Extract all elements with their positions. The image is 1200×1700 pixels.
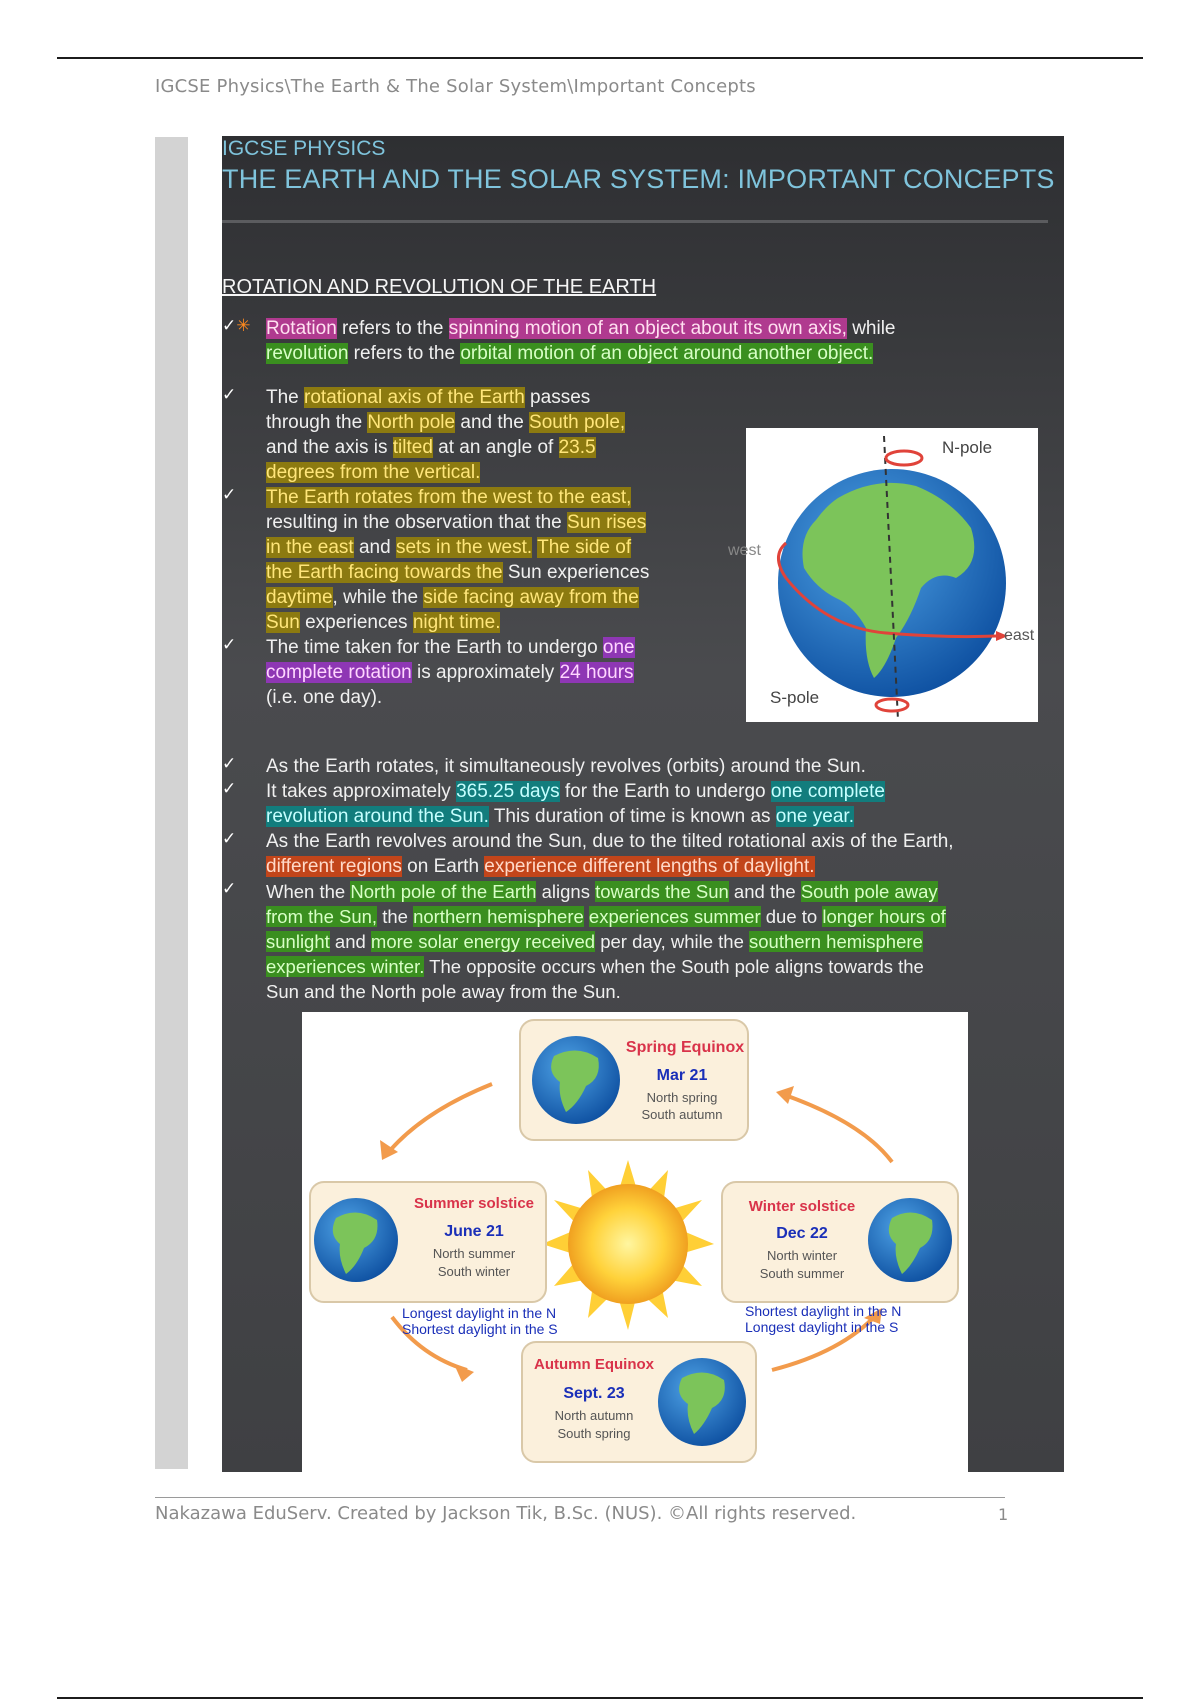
text: the (377, 906, 414, 927)
seasons-figure (302, 1012, 968, 1474)
seasons-diagram (302, 1012, 968, 1474)
highlight-text: sets in the west. (395, 537, 533, 558)
text: per day, while the (595, 931, 750, 952)
footer-rule (155, 1497, 1005, 1498)
text: It takes approximately (266, 781, 457, 802)
bullet-axis (266, 385, 686, 485)
arrow-head-icon (454, 1364, 474, 1382)
arrow-head-icon (776, 1086, 794, 1104)
winter-note-1: Shortest daylight in the N (745, 1303, 902, 1319)
highlight-text: one (602, 637, 635, 658)
highlight-text: more solar energy received (370, 931, 596, 952)
earth-rotation-figure (728, 428, 1038, 722)
summer-note-2: Shortest daylight in the S (402, 1321, 558, 1337)
highlight-text: Sun rises (567, 512, 647, 533)
spring-date: Mar 21 (656, 1067, 708, 1084)
winter-title: Winter solstice (748, 1198, 856, 1215)
highlight-text: orbital motion of an object around another object. (460, 343, 874, 364)
bullet-west-east (266, 485, 706, 635)
document-title: THE EARTH AND THE SOLAR SYSTEM: IMPORTANT CONCEPTS (222, 164, 1055, 194)
text: at an angle of (432, 437, 559, 458)
highlight-text: revolution around the Sun. (266, 806, 489, 827)
bullet-simultaneous (266, 754, 1056, 779)
highlight-text: experience different lengths of daylight. (484, 856, 815, 877)
west-label: west (728, 542, 761, 559)
text: As the Earth rotates, it simultaneously revolves (orbits) around the Sun. (266, 756, 866, 777)
winter-date: Dec 22 (776, 1225, 828, 1242)
s-pole-label: S-pole (770, 688, 820, 707)
checkmark-icon: ✓ (222, 779, 237, 799)
highlight-text: longer hours of (822, 906, 946, 927)
spring-north: North spring (646, 1090, 718, 1105)
highlight-text: North pole of the Earth (350, 881, 537, 902)
highlight-text: one complete (770, 781, 885, 802)
top-rule (57, 57, 1143, 59)
text: , while the (332, 587, 424, 608)
text: As the Earth revolves around the Sun, due to the tilted rotational axis of the Earth, (266, 831, 954, 852)
highlight-text: rotational axis of the Earth (304, 387, 525, 408)
highlight-text: spinning motion of an object about its own axis, (448, 318, 847, 339)
highlight-text: different regions (266, 856, 402, 877)
text: (i.e. one day). (266, 687, 383, 708)
south-spin-icon (876, 699, 908, 711)
highlight-text: southern hemisphere (749, 931, 923, 952)
highlight-text: North pole (367, 412, 456, 433)
autumn-south: South spring (557, 1426, 631, 1441)
winter-south: South summer (759, 1266, 845, 1281)
text: for the Earth to undergo (559, 781, 771, 802)
highlight-text: in the east (266, 537, 354, 558)
highlight-text: away (889, 881, 938, 902)
text: while (846, 318, 896, 339)
checkmark-icon: ✓ (222, 754, 237, 774)
earth-globe-illustration (728, 428, 1038, 722)
orbit-arrow-icon (387, 1084, 492, 1154)
highlight-text: experiences summer (588, 906, 761, 927)
highlight-text: 365.25 days (456, 781, 560, 802)
text: experiences (299, 612, 413, 633)
highlight-text: 24 hours (559, 662, 634, 683)
bullet-year (266, 779, 1056, 829)
text: and (329, 931, 371, 952)
checkmark-icon: ✓ (222, 635, 237, 655)
highlight-text: towards the Sun (595, 881, 729, 902)
highlight-text: experiences winter. (266, 956, 425, 977)
text: Sun and the North pole away from the Sun. (266, 981, 621, 1002)
text: on Earth (401, 856, 485, 877)
highlight-text: The side of (537, 537, 632, 558)
highlight-text: side facing away from the (423, 587, 639, 608)
highlight-text: Sun (266, 612, 300, 633)
n-pole-label: N-pole (942, 438, 993, 457)
text: through the (266, 412, 368, 433)
highlight-text: sunlight (266, 931, 330, 952)
margin-strip (155, 137, 188, 1469)
page-number: 1 (998, 1505, 1009, 1524)
summer-north: North summer (432, 1246, 516, 1261)
text: resulting in the observation that the (266, 512, 568, 533)
text: aligns (536, 881, 596, 902)
bullet-rotation-definition (266, 316, 1026, 366)
highlight-text: tilted (392, 437, 433, 458)
highlight-text: degrees from the vertical. (266, 462, 481, 483)
highlight-text: northern hemisphere (413, 906, 584, 927)
summer-date: June 21 (444, 1223, 504, 1240)
orbit-arrow-icon (782, 1094, 892, 1162)
summer-south: South winter (437, 1264, 511, 1279)
text: The (266, 387, 305, 408)
bullet-seasons (266, 879, 1056, 1004)
bullet-daylight (266, 829, 1056, 879)
text: The opposite occurs when the South pole aligns towards the (424, 956, 924, 977)
text: and the (728, 881, 801, 902)
bottom-rule (57, 1697, 1143, 1699)
autumn-title: Autumn Equinox (534, 1356, 654, 1373)
highlight-text: revolution (266, 343, 349, 364)
text: is approximately (411, 662, 560, 683)
highlight-text: one year. (775, 806, 854, 827)
autumn-north: North autumn (554, 1408, 634, 1423)
spring-title: Spring Equinox (625, 1039, 745, 1056)
text: passes (524, 387, 591, 408)
highlight-text: daytime (266, 587, 333, 608)
highlight-text: the Earth facing towards the (266, 562, 503, 583)
checkmark-icon: ✓ (222, 385, 237, 405)
checkmark-icon: ✓ (222, 879, 237, 899)
star-icon: ✳ (236, 316, 251, 336)
text: refers to the (348, 343, 461, 364)
autumn-date: Sept. 23 (563, 1385, 625, 1402)
bullet-rotation-time (266, 635, 706, 710)
highlight-text: South pole (800, 881, 890, 902)
checkmark-icon: ✓ (222, 485, 237, 505)
text: and the (455, 412, 530, 433)
summer-title: Summer solstice (413, 1195, 535, 1212)
sun-icon (542, 1160, 714, 1330)
title-divider (222, 220, 1048, 223)
checkmark-icon: ✓ (222, 829, 237, 849)
summer-note-1: Longest daylight in the N (402, 1305, 557, 1321)
breadcrumb: IGCSE Physics\The Earth & The Solar System\Important Concepts (155, 76, 756, 97)
highlight-text: 23.5 (558, 437, 596, 458)
text: refers to the (336, 318, 449, 339)
text: Sun experiences (502, 562, 650, 583)
text: and (353, 537, 396, 558)
spring-south: South autumn (641, 1107, 723, 1122)
winter-north: North winter (766, 1248, 838, 1263)
highlight-text: complete rotation (266, 662, 412, 683)
footer-credit: Nakazawa EduServ. Created by Jackson Tik, B.Sc. (NUS). ©All rights reserved. (155, 1503, 857, 1524)
text: and the axis is (266, 437, 393, 458)
highlight-text: The Earth rotates from the west to the east, (266, 487, 632, 508)
text: When the (266, 881, 351, 902)
highlight-text: from the Sun, (266, 906, 378, 927)
east-label: east (1004, 627, 1035, 644)
checkmark-icon: ✓✳ (222, 316, 251, 336)
highlight-text: South pole, (529, 412, 626, 433)
north-spin-icon (886, 451, 922, 465)
text: This duration of time is known as (488, 806, 776, 827)
text: The time taken for the Earth to undergo (266, 637, 603, 658)
document-subject: IGCSE PHYSICS (222, 137, 386, 160)
section-heading: ROTATION AND REVOLUTION OF THE EARTH (222, 276, 657, 298)
highlight-text: night time. (412, 612, 501, 633)
highlight-text: Rotation (266, 318, 337, 339)
winter-note-2: Longest daylight in the S (745, 1319, 899, 1335)
document-page (222, 136, 1064, 1472)
text: due to (760, 906, 823, 927)
